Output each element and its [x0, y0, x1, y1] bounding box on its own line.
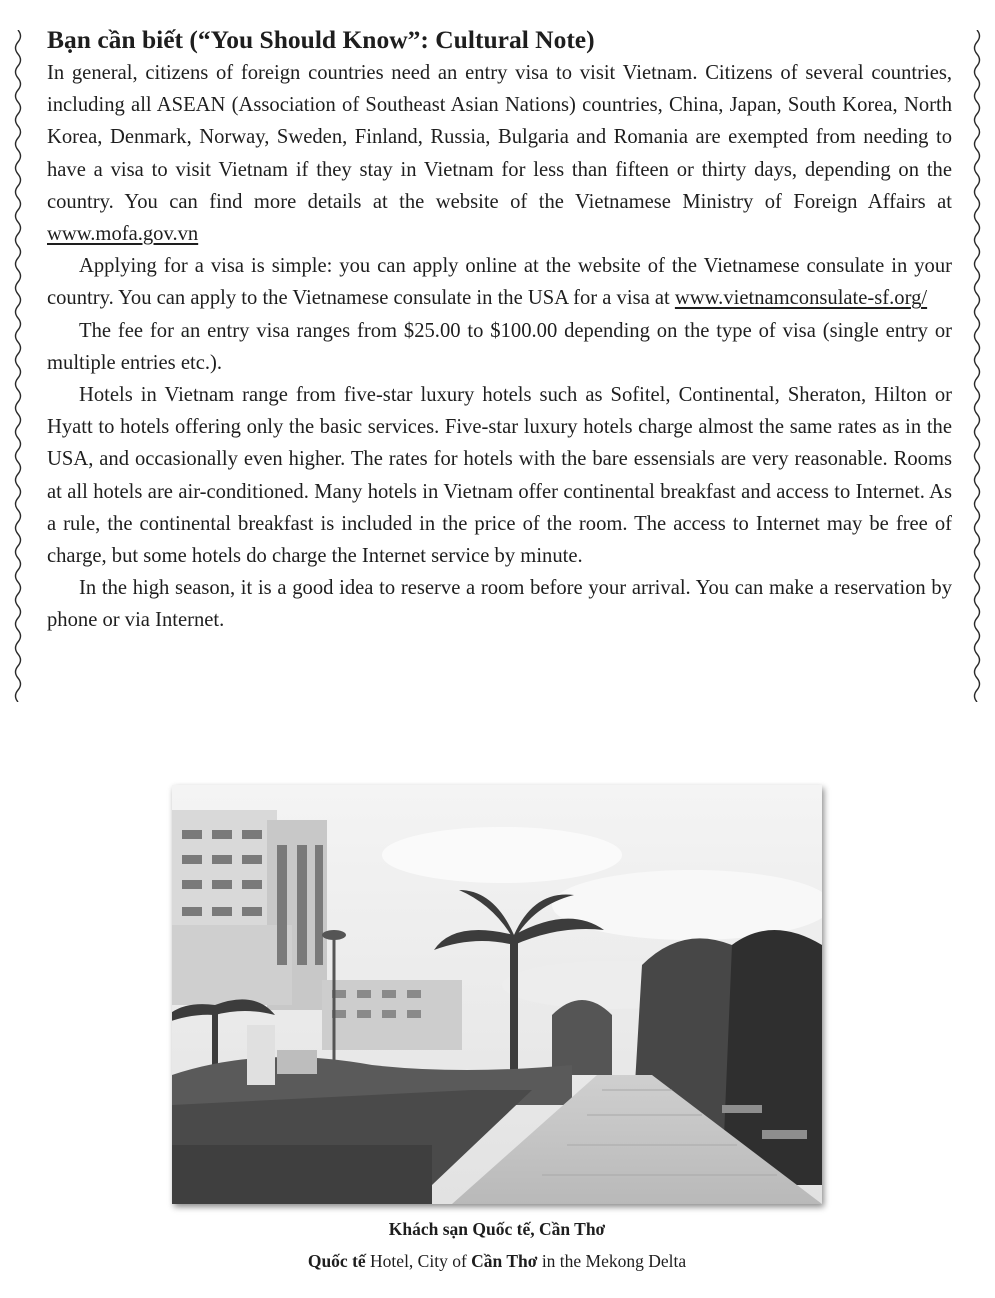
paragraph-visa-requirements-text: In general, citizens of foreign countries need an entry visa to visit Vietnam. Citizens of several countries, including all ASEAN (Association of Southeast Asian Nations) countries, China, Japan, South Korea, North Korea, Denmark, Norway, Sweden, Finland, Russia, Bulgaria and Romania are exempted from needing to have a visa to visit Vietnam if they stay in Vietnam for less than fifteen or thirty days, depending on the country. You can find more details at the website of the Vietnamese Ministry of Foreign Affairs at	[47, 62, 952, 213]
hotel-photo	[172, 785, 822, 1204]
caption-text-mid: Hotel, City of	[365, 1251, 472, 1271]
caption-city-name: Cần Thơ	[471, 1251, 538, 1271]
wavy-line	[975, 30, 980, 702]
right-wavy-border	[969, 30, 985, 702]
paragraph-visa-application	[47, 250, 952, 314]
note-body	[47, 57, 952, 637]
photo-caption-vietnamese: Khách sạn Quốc tế, Cần Thơ	[388, 1219, 606, 1239]
photo-caption-english	[172, 1249, 822, 1273]
paragraph-visa-requirements	[47, 57, 952, 250]
left-wavy-border	[10, 30, 26, 702]
mofa-link[interactable]: www.mofa.gov.vn	[47, 223, 199, 246]
paragraph-hotels: Hotels in Vietnam range from five-star luxury hotels such as Sofitel, Continental, Sheraton, Hilton or Hyatt to hotels offering only the basic services. Five-star luxury hotels charge almost the same rates as in the USA, and occasionally even higher. The rates for hotels with the bare essensials are very reasonable. Rooms at all hotels are air-conditioned. Many hotels in Vietnam offer continental breakfast and access to Internet. As a rule, the continental breakfast is included in the price of the room. The access to Internet may be free of charge, but some hotels do charge the Internet service by minute.	[47, 384, 952, 568]
paragraph-reservation: In the high season, it is a good idea to reserve a room before your arrival. You can make a reservation by phone or via Internet.	[47, 577, 952, 632]
note-title: Bạn cần biết (“You Should Know”: Cultural Note)	[47, 25, 595, 54]
wavy-line	[16, 30, 21, 702]
consulate-link[interactable]: www.vietnamconsulate-sf.org/	[674, 287, 928, 310]
paragraph-visa-fee: The fee for an entry visa ranges from $25.00 to $100.00 depending on the type of visa (single entry or multiple entries etc.).	[47, 319, 952, 374]
paragraph-visa-application-text: Applying for a visa is simple: you can apply online at the website of the Vietnamese consulate in your country. You can apply to the Vietnamese consulate in the USA for a visa at	[47, 255, 952, 310]
hotel-photo-illustration	[172, 785, 822, 1204]
caption-text-rest: in the Mekong Delta	[537, 1251, 687, 1271]
caption-hotel-name: Quốc tế	[307, 1251, 366, 1271]
